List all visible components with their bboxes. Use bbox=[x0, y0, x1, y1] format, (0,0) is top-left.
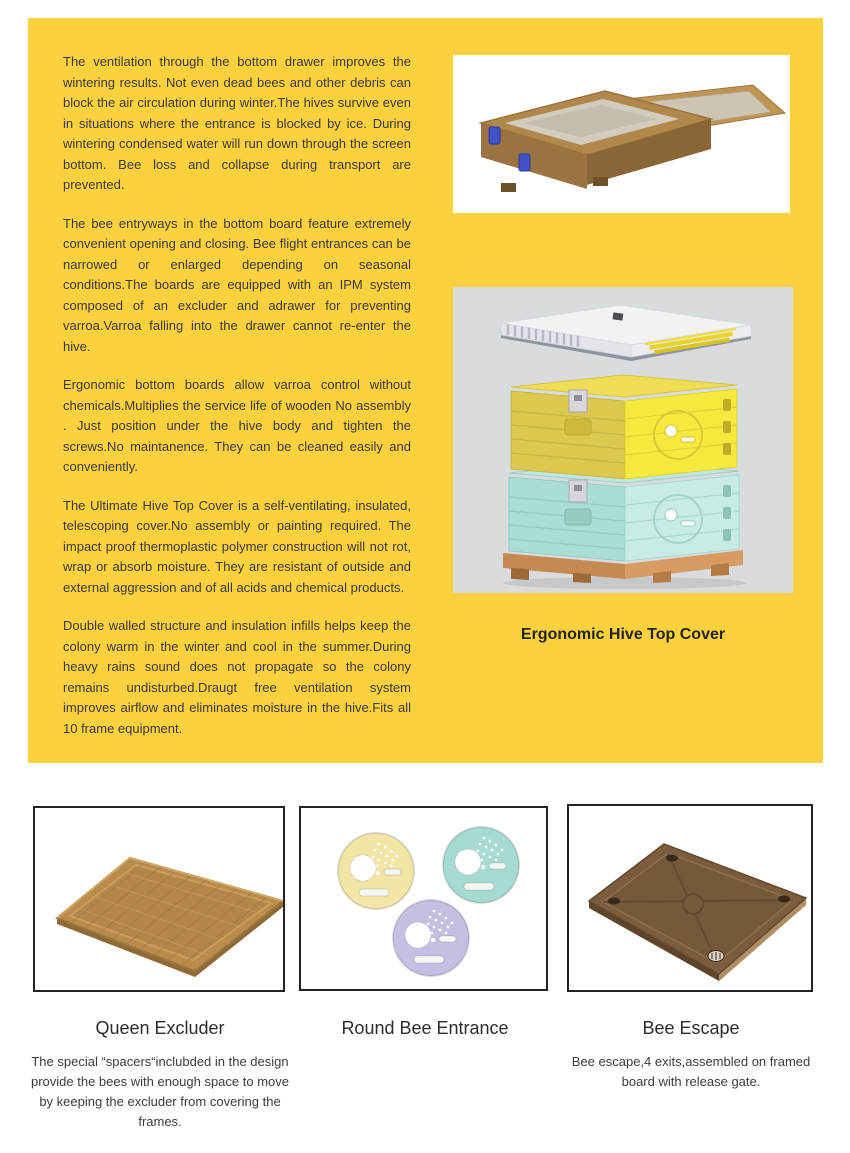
queen-excluder-description: The special “spacers“inclubded in the design provide the bees with enough space to move by keeping the excluder from covering the frames. bbox=[31, 1054, 290, 1129]
round-bee-entrance-image bbox=[301, 808, 546, 989]
bee-escape-description: Bee escape,4 exits,assembled on framed board with release gate. bbox=[571, 1054, 811, 1089]
top-cover-illustration bbox=[501, 305, 751, 361]
entrance-disc-purple bbox=[393, 900, 469, 976]
hero-caption: Ergonomic Hive Top Cover bbox=[520, 626, 726, 643]
bee-escape-caption bbox=[556, 1016, 826, 1092]
entrance-disc-teal bbox=[443, 827, 519, 903]
round-bee-entrance-card bbox=[299, 806, 548, 991]
hive-panel bbox=[453, 287, 793, 593]
bottom-board-image bbox=[453, 55, 790, 213]
intro-text-column bbox=[63, 52, 411, 757]
bee-escape-title: Bee Escape bbox=[642, 1018, 740, 1038]
intro-paragraph-bottom-boards: Ergonomic bottom boards allow varroa control without chemicals.Multiplies the service life of wooden No assembly . Just position under the hive body and tighten the screws.No maintanence. They can be cleaned easily and conveniently. bbox=[63, 377, 411, 474]
queen-excluder-title: Queen Excluder bbox=[95, 1018, 225, 1038]
entrance-disc-yellow bbox=[338, 833, 414, 909]
yellow-hero-section bbox=[28, 18, 823, 763]
round-bee-entrance-caption bbox=[288, 1016, 562, 1052]
queen-excluder-card bbox=[33, 806, 285, 992]
intro-paragraph-entryways: The bee entryways in the bottom board feature extremely convenient opening and closing. Bee flight entrances can be narrowed or enlarged depending on seasonal conditions.The boards are equipped with an IPM system composed of an excluder and adrawer for preventing varroa.Varroa falling into the drawer cannot re-enter the hive. bbox=[63, 215, 411, 354]
queen-excluder-image bbox=[35, 808, 283, 990]
yellow-hive-box bbox=[511, 375, 737, 479]
bee-escape-release-gate bbox=[708, 951, 724, 962]
queen-excluder-caption bbox=[23, 1016, 297, 1132]
intro-paragraph-ventilation: The ventilation through the bottom drawer improves the wintering results. Not even dead bees and other debris can block the air circulation during winter.The hives survive even in situations where the entrance is blocked by ice. During wintering condensed water will run down through the screen bottom. Bee loss and collapse during transport are prevented. bbox=[63, 54, 411, 192]
intro-paragraph-insulation: Double walled structure and insulation infills helps keep the colony warm in the winter and cool in the summer.During heavy rains sound does not propagate so the colony remains undisturbed.Draugt free ventilation system improves airflow and eliminates moisture in the hive.Fits all 10 frame equipment. bbox=[63, 618, 411, 736]
intro-paragraph-top-cover: The Ultimate Hive Top Cover is a self-ventilating, insulated, telescoping cover.No assembly or painting required. The impact proof thermoplastic polymer construction will not rot, wrap or absorb moisture. They are resistant of outside and external aggression and of all acids and chemical products. bbox=[63, 497, 411, 595]
bottom-board-panel bbox=[453, 55, 790, 213]
bee-escape-image bbox=[569, 806, 811, 990]
round-bee-entrance-title: Round Bee Entrance bbox=[341, 1018, 509, 1038]
hive-stack-image bbox=[453, 287, 793, 593]
bee-escape-card bbox=[567, 804, 813, 992]
